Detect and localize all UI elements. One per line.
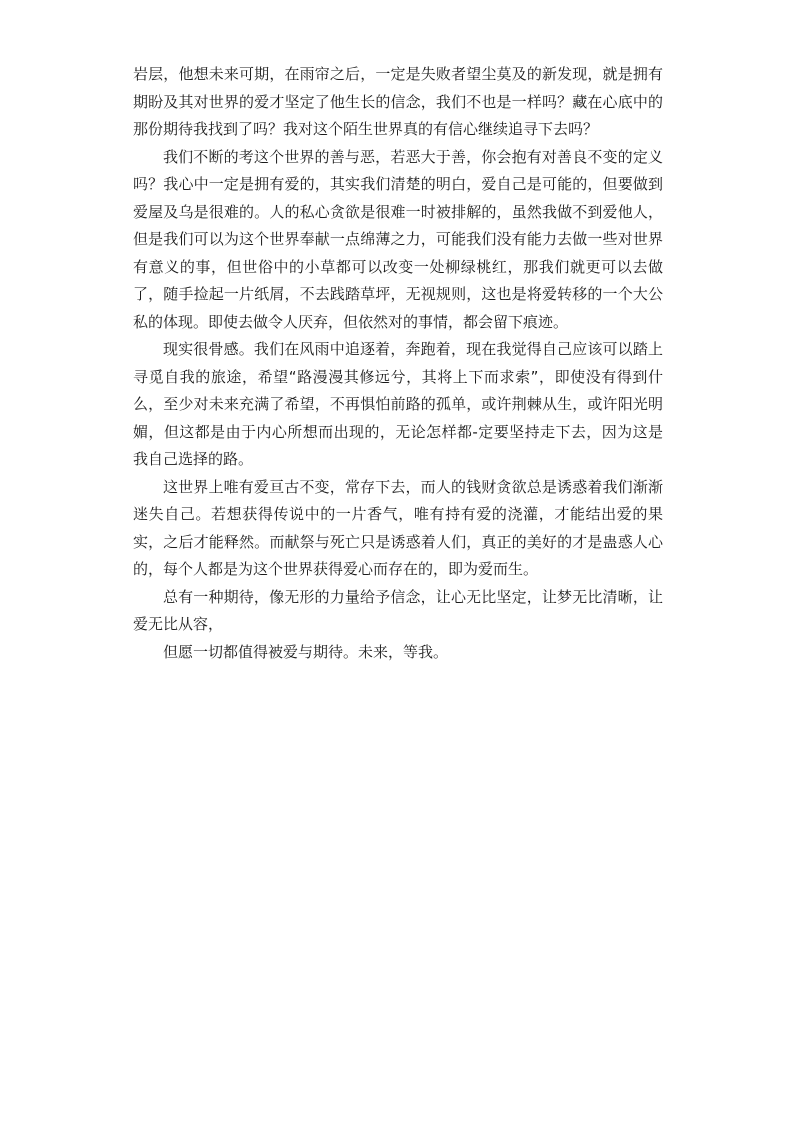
- paragraph-1: 岩层，他想未来可期，在雨帘之后，一定是失败者望尘莫及的新发现，就是拥有期盼及其对世界的爱才坚定了他生长的信念，我们不也是一样吗？藏在心底中的那份期待我找到了吗？我对这个陌生世界真的有信心继续追寻下去吗？: [133, 65, 663, 138]
- paragraph-4: 这世界上唯有爱亘古不变，常存下去，而人的钱财贪欲总是诱惑着我们渐渐迷失自己。若想获得传说中的一片香气，唯有持有爱的浇灌，才能结出爱的果实，之后才能释然。而献祭与死亡只是诱惑着人们，真正的美好的才是蛊惑人心的，每个人都是为这个世界获得爱心而存在的，即为爱而生。: [133, 477, 663, 578]
- essay-body: [133, 61, 663, 666]
- paragraph-6: 但愿一切都值得被爱与期待。未来，等我。: [163, 642, 449, 661]
- paragraph-3: 现实很骨感。我们在风雨中追逐着，奔跑着，现在我觉得自己应该可以踏上寻觅自我的旅途，希望“路漫漫其修远兮，其将上下而求索”，即使没有得到什么，至少对未来充满了希望，不再惧怕前路的孤单，或许荆棘从生，或许阳光明媚，但这都是由于内心所想而出现的，无论怎样都-定要坚持走下去，因为这是我自己选择的路。: [133, 340, 663, 468]
- paragraph-5: 总有一种期待，像无形的力量给予信念，让心无比坚定，让梦无比清晰，让爱无比从容，: [133, 587, 663, 633]
- paragraph-2: 我们不断的考这个世界的善与恶，若恶大于善，你会抱有对善良不变的定义吗？我心中一定是拥有爱的，其实我们清楚的明白，爱自己是可能的，但要做到爱屋及乌是很难的。人的私心贪欲是很难一时被排解的，虽然我做不到爱他人，但是我们可以为这个世界奉献一点绵薄之力，可能我们没有能力去做一些对世界有意义的事，但世俗中的小草都可以改变一处柳绿桃红，那我们就更可以去做了，随手捡起一片纸屑，不去践踏草坪，无视规则，这也是将爱转移的一个大公私的体现。即使去做令人厌弃，但依然对的事情，都会留下痕迹。: [133, 147, 663, 331]
